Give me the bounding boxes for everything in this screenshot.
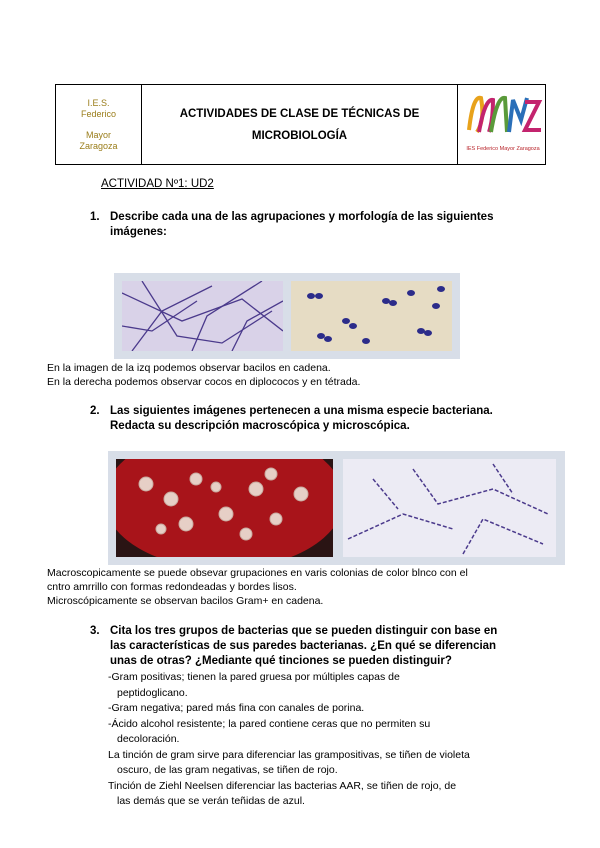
question-2 xyxy=(90,404,530,436)
answer-3-line: -Ácido alcohol resistente; la pared contiene ceras que no permiten su xyxy=(108,717,431,730)
answer-3 xyxy=(108,670,527,810)
answer-3-line: las demás que se verán teñidas de azul. xyxy=(117,795,305,807)
answer-3-line: -Gram negativa; pared más fina con canales de porina. xyxy=(108,702,365,714)
answer-1-line: En la derecha podemos observar cocos en diplococos y en tétrada. xyxy=(47,376,361,388)
answer-3-line: oscuro, de las gram negativas, se tiñen de rojo. xyxy=(117,764,338,776)
title-line: MICROBIOLOGÍA xyxy=(251,129,348,142)
gram-positive-bacilli-micrograph xyxy=(343,459,556,557)
answer-3-line: -Gram positivas; tienen la pared gruesa por múltiples capas de xyxy=(108,671,400,683)
answer-3-line: Tinción de Ziehl Neelsen diferenciar las bacterias AAR, se tiñen de rojo, de xyxy=(108,779,457,792)
answer-1-line: En la imagen de la izq podemos observar bacilos en cadena. xyxy=(47,362,331,374)
question-text: Describe cada una de las agrupaciones y morfología de las siguientes imágenes: xyxy=(110,211,494,238)
document-header xyxy=(55,84,546,165)
question-number: 1. xyxy=(90,211,100,223)
document-title xyxy=(142,85,458,164)
activity-label: ACTIVIDAD Nº1: UD2 xyxy=(101,178,214,190)
question-1 xyxy=(90,210,530,242)
school-line: Mayor xyxy=(85,129,111,140)
school-line: Zaragoza xyxy=(79,140,118,151)
answer-2-line: Microscópicamente se observan bacilos Gram+ en cadena. xyxy=(47,595,324,607)
agar-plate-colonies-photo xyxy=(116,459,333,557)
figure-bacteria-morphology xyxy=(114,273,460,359)
answer-2-line: cntro amrrillo con formas redondeadas y bordes lisos. xyxy=(47,581,297,593)
question-number: 2. xyxy=(90,405,100,417)
answer-2-line: Macroscopicamente se puede obsevar grupaciones en varis colonias de color blnco con el xyxy=(47,567,468,579)
school-line: Federico xyxy=(80,108,116,119)
title-line: ACTIVIDADES DE CLASE DE TÉCNICAS DE xyxy=(179,107,420,120)
question-3 xyxy=(90,624,530,672)
answer-3-line: peptidoglicano. xyxy=(117,686,188,699)
question-number: 3. xyxy=(90,625,100,637)
bacilli-chain-micrograph xyxy=(122,281,283,351)
school-line: I.E.S. xyxy=(87,97,110,108)
question-text: Las siguientes imágenes pertenecen a una misma especie bacteriana. Redacta su descripción macroscópica y microscópica. xyxy=(110,405,493,432)
school-logo xyxy=(458,85,545,164)
answer-3-line: decoloración. xyxy=(117,733,180,745)
answer-3-line: La tinción de gram sirve para diferenciar las grampositivas, se tiñen de violeta xyxy=(108,748,470,761)
svg-text:IES Federico Mayor Zaragoza: IES Federico Mayor Zaragoza xyxy=(466,146,540,152)
school-name xyxy=(56,85,142,164)
question-text: Cita los tres grupos de bacterias que se pueden distinguir con base en las características de sus paredes bacterianas. ¿En qué se diferencian unas de otras? ¿Mediante qué tinciones se pueden distinguir? xyxy=(110,625,498,667)
logo-mark-icon xyxy=(463,90,543,158)
cocci-diplococci-micrograph xyxy=(291,281,452,351)
figure-same-species xyxy=(108,451,565,565)
